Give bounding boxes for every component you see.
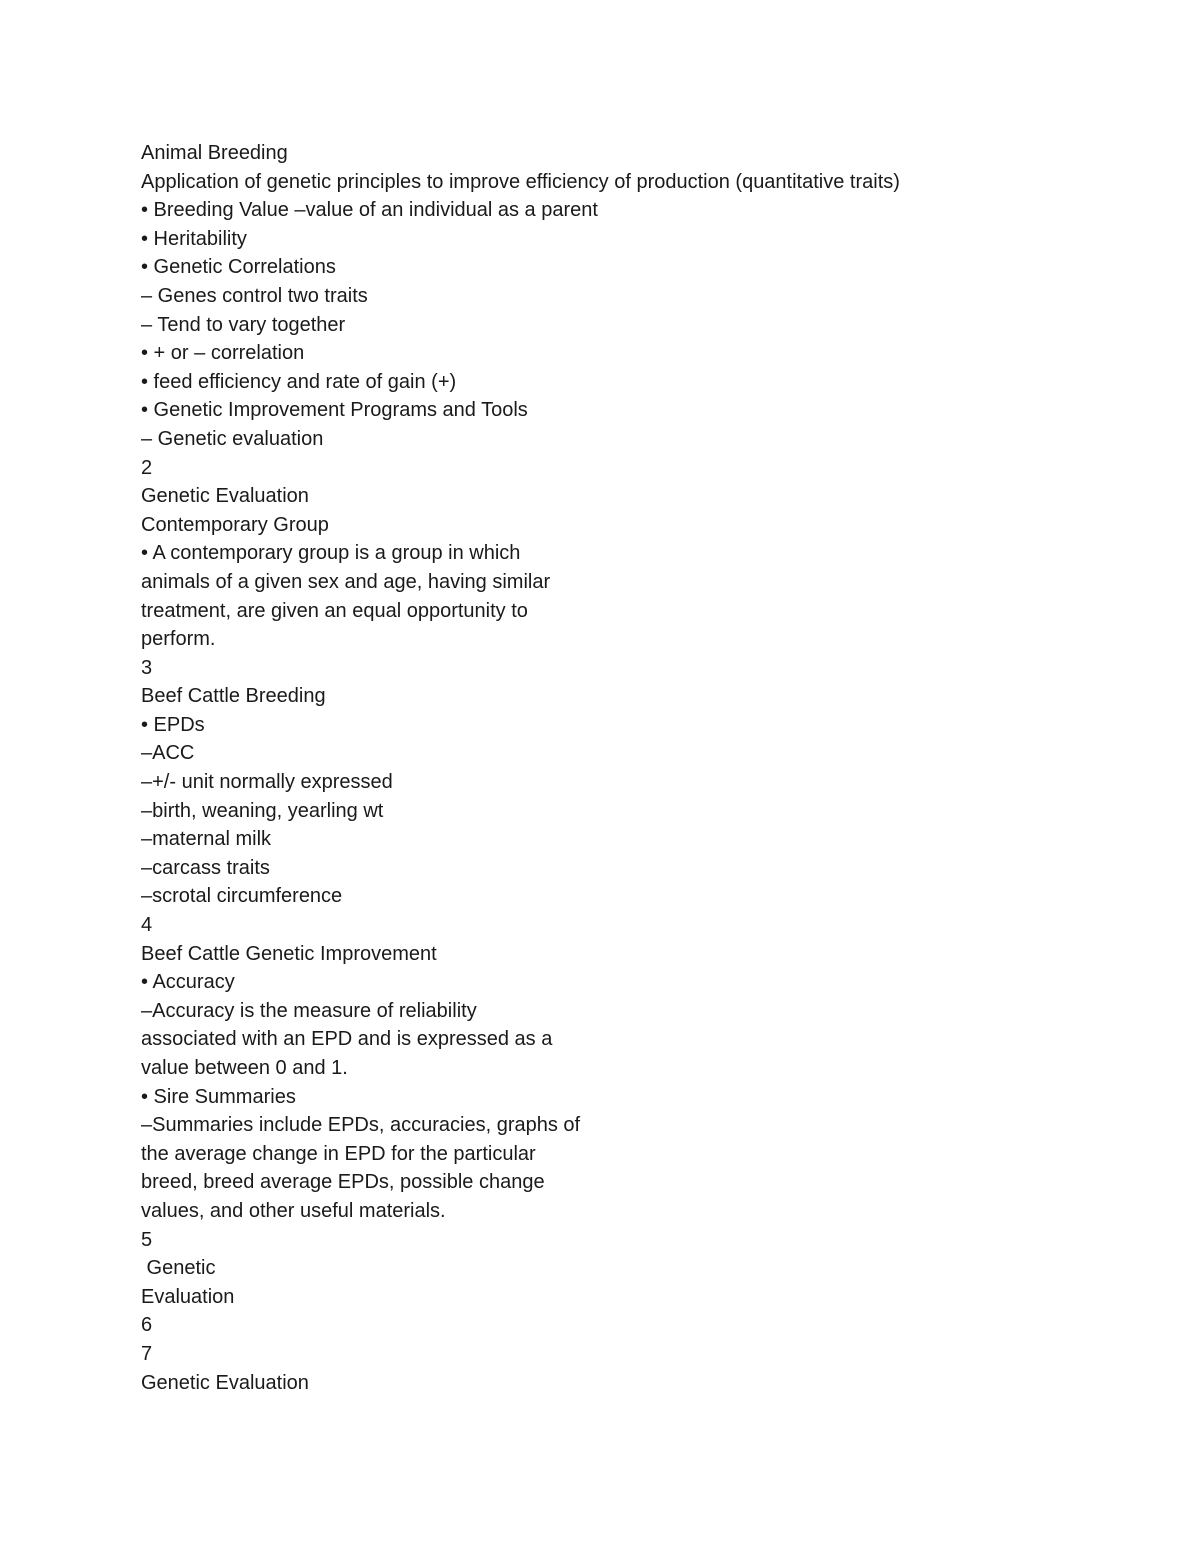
- doc-line: values, and other useful materials.: [141, 1199, 446, 1222]
- slide-number: 6: [141, 1314, 153, 1337]
- bullet-item: • feed efficiency and rate of gain (+): [141, 370, 457, 393]
- section-heading: Evaluation: [141, 1285, 235, 1308]
- document-text: [141, 139, 1141, 1397]
- sub-item: – Genetic evaluation: [141, 427, 324, 450]
- section-heading: Genetic Evaluation: [141, 1371, 309, 1394]
- sub-item: –maternal milk: [141, 828, 272, 851]
- section-heading: Beef Cattle Breeding: [141, 685, 326, 708]
- bullet-item: • Genetic Correlations: [141, 256, 336, 279]
- doc-line: the average change in EPD for the particular: [141, 1142, 536, 1165]
- slide-number: 2: [141, 456, 153, 479]
- slide-number: 4: [141, 914, 153, 937]
- bullet-item: • A contemporary group is a group in which: [141, 542, 521, 565]
- doc-line: Application of genetic principles to improve efficiency of production (quantitative traits): [141, 170, 900, 193]
- doc-line: value between 0 and 1.: [141, 1057, 348, 1079]
- bullet-item: • Heritability: [141, 227, 247, 250]
- doc-line: associated with an EPD and is expressed as a: [141, 1028, 553, 1051]
- doc-line: animals of a given sex and age, having similar: [141, 570, 551, 593]
- doc-line: perform.: [141, 628, 216, 651]
- section-heading: Contemporary Group: [141, 513, 329, 536]
- sub-item: –birth, weaning, yearling wt: [141, 799, 384, 822]
- sub-item: –carcass traits: [141, 856, 270, 879]
- sub-item: –scrotal circumference: [141, 885, 343, 908]
- bullet-item: • Sire Summaries: [141, 1085, 296, 1108]
- sub-item: –ACC: [141, 742, 195, 765]
- sub-item: –Summaries include EPDs, accuracies, graphs of: [141, 1114, 581, 1137]
- slide-number: 3: [141, 656, 153, 679]
- section-heading: Genetic: [141, 1257, 216, 1280]
- slide-number: 7: [141, 1342, 153, 1365]
- sub-item: – Tend to vary together: [141, 313, 346, 336]
- sub-item: –+/- unit normally expressed: [141, 771, 393, 794]
- bullet-item: • Breeding Value –value of an individual as a parent: [141, 199, 598, 222]
- sub-item: – Genes control two traits: [141, 284, 368, 307]
- bullet-item: • + or – correlation: [141, 342, 305, 365]
- doc-line: treatment, are given an equal opportunity to: [141, 599, 528, 622]
- slide-number: 5: [141, 1228, 153, 1251]
- section-heading: Genetic Evaluation: [141, 485, 309, 508]
- section-heading: Beef Cattle Genetic Improvement: [141, 942, 437, 965]
- bullet-item: • Genetic Improvement Programs and Tools: [141, 399, 528, 422]
- doc-title: Animal Breeding: [141, 142, 288, 164]
- bullet-item: • EPDs: [141, 713, 205, 736]
- bullet-item: • Accuracy: [141, 971, 235, 994]
- doc-line: breed, breed average EPDs, possible change: [141, 1171, 545, 1194]
- sub-item: –Accuracy is the measure of reliability: [141, 999, 477, 1022]
